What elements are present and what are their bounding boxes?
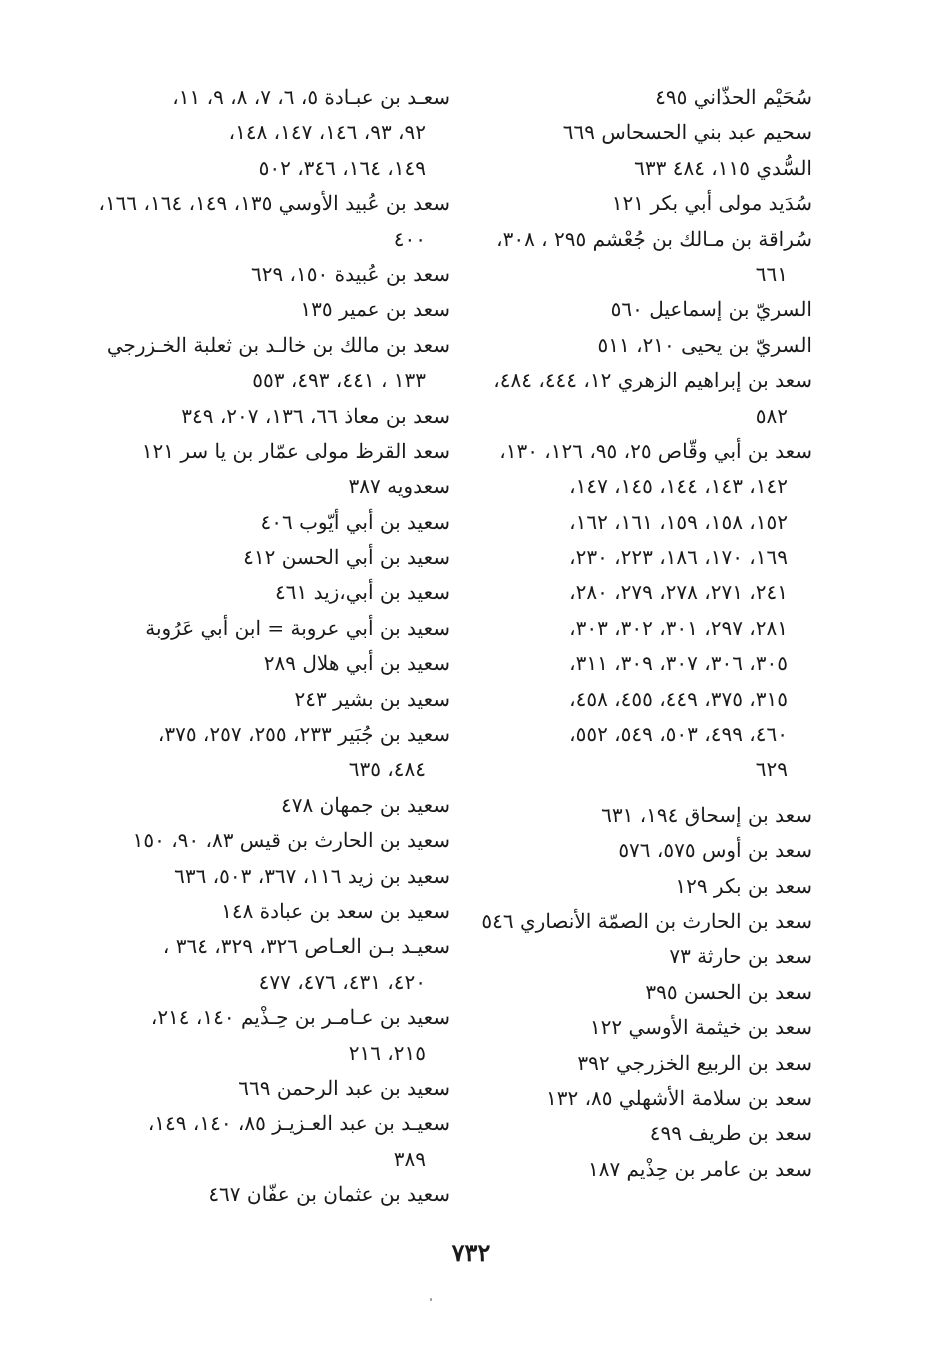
index-entry-continuation: ١٤٩، ١٦٤، ٣٤٦، ٥٠٢ <box>258 155 426 180</box>
index-entry-continuation: ٢١٥، ٢١٦ <box>348 1040 426 1065</box>
index-entry: سعد بن بكر ١٢٩ <box>675 873 812 898</box>
index-entry-continuation: ٤٦٠، ٤٩٩، ٥٠٣، ٥٤٩، ٥٥٢، <box>569 722 788 747</box>
index-entry: سعد بن خيثمة الأوسي ١٢٢ <box>589 1015 812 1040</box>
index-entry: سعيد بن زيد ١١٦، ٣٦٧، ٥٠٣، ٦٣٦ <box>174 863 450 888</box>
index-entry: سعيد بن أبي الحسن ٤١٢ <box>243 545 450 570</box>
page-number: ٧٣٢ <box>451 1238 491 1267</box>
index-entry-continuation: ٣٠٥، ٣٠٦، ٣٠٧، ٣٠٩، ٣١١، <box>569 651 788 676</box>
index-entry: سعد بن إسحاق ١٩٤، ٦٣١ <box>601 802 812 827</box>
index-entry: سعيد بن عبد الرحمن ٦٦٩ <box>238 1075 450 1100</box>
index-entry: سُراقة بن مـالك بن جُعْشم ٢٩٥ ، ٣٠٨، <box>496 226 812 251</box>
index-entry-continuation: ٩٢، ٩٣، ١٤٦، ١٤٧، ١٤٨، <box>228 120 426 145</box>
index-entry-continuation: ٤٢٠، ٤٣١، ٤٧٦، ٤٧٧ <box>258 969 426 994</box>
index-entry-continuation: ٤٠٠ <box>393 226 426 251</box>
index-entry: سعد بن عُبيدة ١٥٠، ٦٢٩ <box>250 261 450 286</box>
index-entry: سعيد بن الحارث بن قيس ٨٣، ٩٠، ١٥٠ <box>132 828 450 853</box>
index-entry: سعد القرظ مولى عمّار بن يا سر ١٢١ <box>141 438 450 463</box>
index-entry-continuation: ١٤٢، ١٤٣، ١٤٤، ١٤٥، ١٤٧، <box>569 474 788 499</box>
index-entry: سعيد بن جُبَير ٢٣٣، ٢٥٥، ٢٥٧، ٣٧٥، <box>157 722 450 747</box>
index-entry: سعد بن إبراهيم الزهري ١٢، ٤٤٤، ٤٨٤، <box>493 368 812 393</box>
scan-speck <box>430 1298 432 1301</box>
index-entry: سعيد بن أبي،زيد ٤٦١ <box>274 580 450 605</box>
index-entry: سعد بن معاذ ٦٦، ١٣٦، ٢٠٧، ٣٤٩ <box>181 403 450 428</box>
index-column-left <box>98 80 450 1213</box>
index-entry-continuation: ١٥٢، ١٥٨، ١٥٩، ١٦١، ١٦٢، <box>569 509 788 534</box>
index-entry-continuation: ٣١٥، ٣٧٥، ٤٤٩، ٤٥٥، ٤٥٨، <box>569 686 788 711</box>
index-entry: سعد بن طريف ٤٩٩ <box>649 1121 812 1146</box>
index-entry: سعد بن عامر بن حِذْيم ١٨٧ <box>587 1156 812 1181</box>
index-entry-continuation: ٣٨٩ <box>393 1146 426 1171</box>
index-entry-continuation: ١٦٩، ١٧٠، ١٨٦، ٢٢٣، ٢٣٠، <box>569 545 788 570</box>
index-entry: سعيد بن بشير ٢٤٣ <box>294 686 450 711</box>
index-entry: سعيد بن عـامـر بن حِـذْيم ١٤٠، ٢١٤، <box>150 1005 450 1030</box>
index-entry: سعيد بن أبي هلال ٢٨٩ <box>263 651 450 676</box>
index-entry: سعد بن مالك بن خالـد بن ثعلبة الخـزرجي <box>106 332 450 357</box>
index-entry: سعيـد بـن العـاص ٣٢٦، ٣٢٩، ٣٦٤ ، <box>162 934 450 959</box>
index-entry-continuation: ٢٤١، ٢٧١، ٢٧٨، ٢٧٩، ٢٨٠، <box>569 580 788 605</box>
index-entry: السُّدي ١١٥، ٤٨٤ ٦٣٣ <box>634 155 812 180</box>
index-entry: سعيد بن سعد بن عبادة ١٤٨ <box>221 898 450 923</box>
index-entry: سعيد بن أبي أيّوب ٤٠٦ <box>260 509 450 534</box>
index-entry: سُحَيْم الحذّاني ٤٩٥ <box>655 85 812 109</box>
index-entry: سعد بن أبي وقّاص ٢٥، ٩٥، ١٢٦، ١٣٠، <box>499 438 812 463</box>
index-entry-continuation: ٦٢٩ <box>755 757 788 782</box>
index-entry: سعد بن عُبيد الأوسي ١٣٥، ١٤٩، ١٦٤، ١٦٦، <box>98 191 450 216</box>
index-entry-continuation: ٥٨٢ <box>755 403 788 428</box>
index-entry: سعيد بن عثمان بن عفّان ٤٦٧ <box>208 1182 450 1207</box>
index-entry-continuation: ٦٦١ <box>755 261 788 286</box>
index-entry-continuation: ١٣٣ ، ٤٤١، ٤٩٣، ٥٥٣ <box>252 368 426 393</box>
index-entry-continuation: ٤٨٤، ٦٣٥ <box>348 757 426 782</box>
index-entry: سعد بن عمير ١٣٥ <box>300 297 450 322</box>
index-entry: سعد بن أوس ٥٧٥، ٥٧٦ <box>618 838 812 863</box>
index-entry: سعد بن الحسن ٣٩٥ <box>645 979 812 1004</box>
index-entry: السريّ بن يحيى ٢١٠، ٥١١ <box>597 332 812 357</box>
index-entry: سعد بن حارثة ٧٣ <box>669 944 812 969</box>
index-entry: سعـد بن عبـادة ٥، ٦، ٧، ٨، ٩، ١١، <box>172 85 450 109</box>
index-entry: سحيم عبد بني الحسحاس ٦٦٩ <box>562 120 812 145</box>
index-column-right <box>467 80 812 1187</box>
index-entry-continuation: ٢٨١، ٢٩٧، ٣٠١، ٣٠٢، ٣٠٣، <box>569 615 788 640</box>
index-entry: سعدويه ٣٨٧ <box>348 474 450 499</box>
index-entry: سعيد بن جمهان ٤٧٨ <box>281 792 450 817</box>
index-entry: السريّ بن إسماعيل ٥٦٠ <box>610 297 812 322</box>
index-entry: سُدَيد مولى أبي بكر ١٢١ <box>611 191 812 216</box>
index-entry: سعد بن الربيع الخزرجي ٣٩٢ <box>577 1050 812 1075</box>
index-entry: سعيـد بن عبد العـزيـز ٨٥، ١٤٠، ١٤٩، <box>147 1111 450 1136</box>
index-entry: سعيد بن أبي عروبة = ابن أبي عَرُوبة <box>145 615 450 640</box>
index-entry: سعد بن سلامة الأشهلي ٨٥، ١٣٢ <box>545 1085 812 1110</box>
index-entry: سعد بن الحارث بن الصمّة الأنصاري ٥٤٦ <box>481 908 812 933</box>
